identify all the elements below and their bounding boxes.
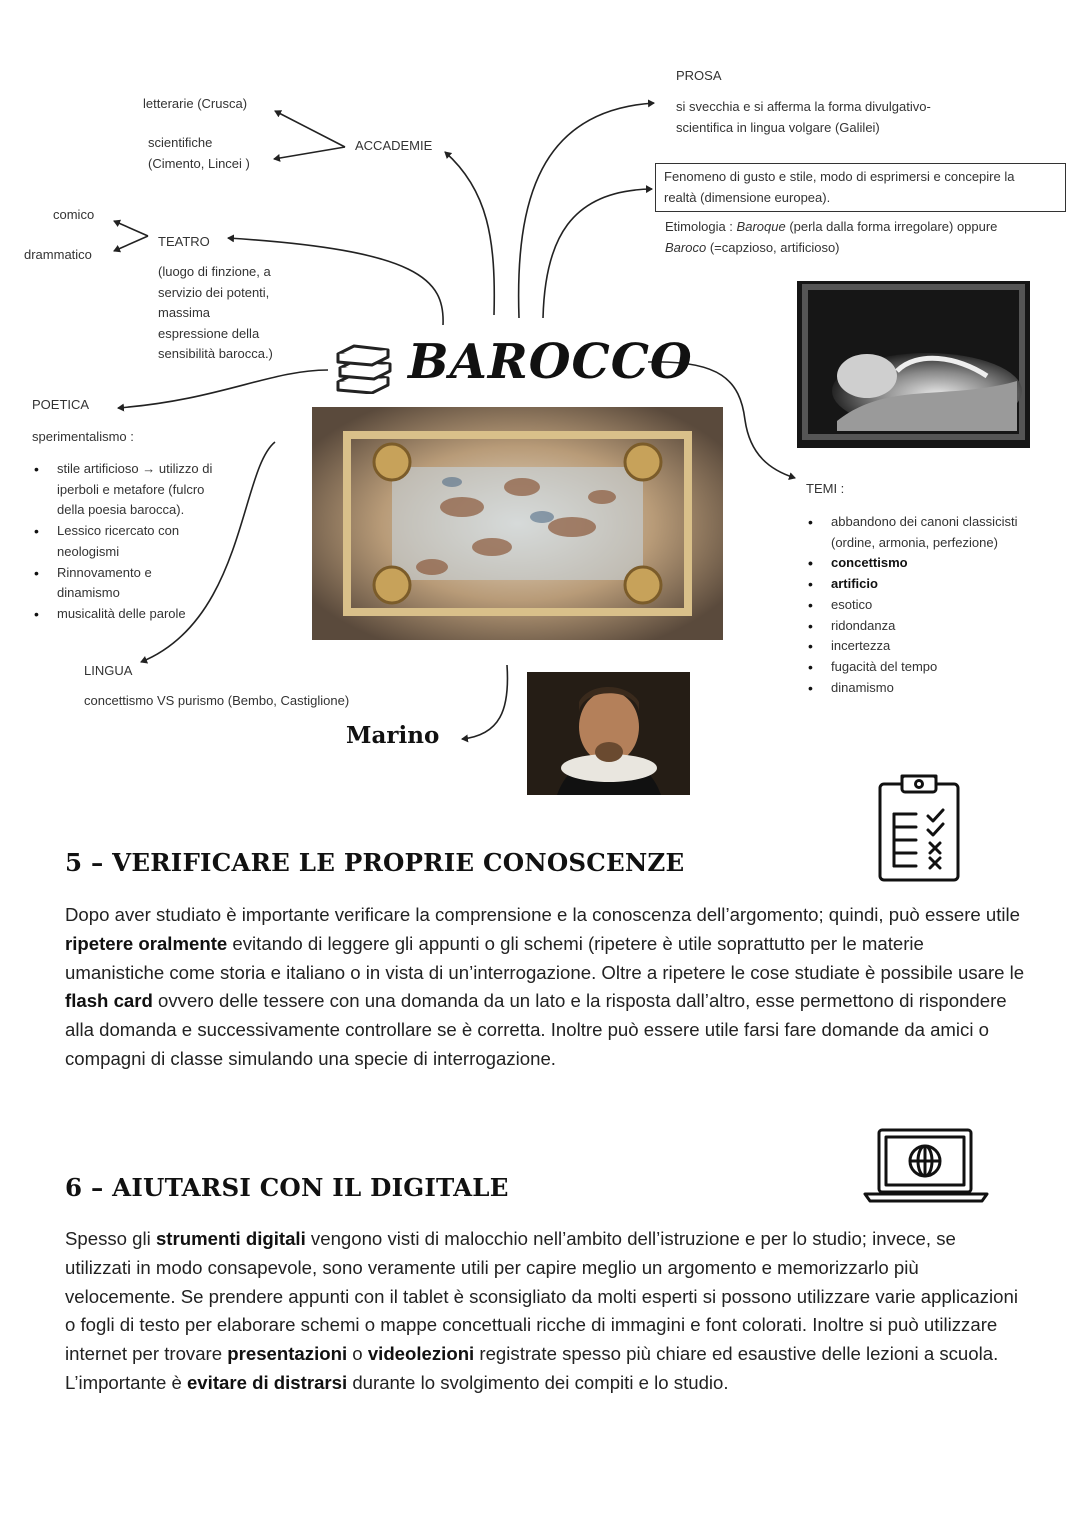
- list-item: • stile artificioso → utilizzo di iperboli e metafore (fulcro della poesia barocca).: [32, 459, 252, 521]
- section5-paragraph: [65, 901, 1025, 1074]
- prosa-label: PROSA: [676, 68, 722, 83]
- lingua-label: LINGUA: [84, 663, 133, 678]
- text-run: vengono visti di malocchio nell’ambito dell’istruzione e per lo studio; invece, se utilizzati in modo consapevole, sono veramente utili per capire meglio un argomento e memorizzarlo più velocemente. Se prendere appunti con il tablet è sconsigliato da molti esperti si possono utilizzare varie applicazioni o fogli di testo per elaborare schemi o mappe concettuali ricche di immagini e font colorati. Inoltre si può utilizzare internet per trovare: [65, 1228, 1018, 1365]
- accademie-label: ACCADEMIE: [355, 138, 433, 153]
- teatro-comico: comico: [53, 207, 95, 222]
- prosa-text: si svecchia e si afferma la forma divulgativo- scientifica in lingua volgare (Galilei): [676, 99, 931, 135]
- bold-phrase: flash card: [65, 990, 153, 1012]
- section6-title: 6 – AIUTARSI CON IL DIGITALE: [65, 1173, 509, 1202]
- center-title: BAROCCO: [408, 334, 693, 390]
- lingua-text: concettismo VS purismo (Bembo, Castiglione): [84, 693, 350, 708]
- bold-phrase: presentazioni: [227, 1343, 348, 1365]
- laptop-globe-icon: [862, 1126, 990, 1206]
- list-item: • abbandono dei canoni classicisti (ordine, armonia, perfezione): [806, 512, 1056, 553]
- bold-phrase: videolezioni: [367, 1343, 475, 1365]
- poetica-label: POETICA: [32, 397, 90, 412]
- accademie-letterarie: letterarie (Crusca): [143, 96, 248, 111]
- text-run: o: [347, 1343, 368, 1365]
- teatro-description: (luogo di finzione, a servizio dei potenti, massima espressione della sensibilità barocca.): [158, 264, 273, 361]
- baroque-ceiling-fresco-image: [312, 407, 723, 640]
- poetica-list: [32, 459, 252, 625]
- list-item: • musicalità delle parole: [32, 604, 252, 625]
- section5-title: 5 – VERIFICARE LE PROPRIE CONOSCENZE: [65, 848, 685, 877]
- clipboard-checklist-icon: [876, 772, 962, 884]
- etimologia: Etimologia : Baroque (perla dalla forma irregolare) oppure Baroco (=capzioso, artificioso): [665, 219, 998, 255]
- accademie-scientifiche: scientifiche: [148, 135, 213, 150]
- temi-label: TEMI :: [806, 481, 845, 496]
- section6-paragraph: [65, 1225, 1025, 1398]
- list-item: • Rinnovamento e dinamismo: [32, 563, 252, 604]
- list-item: • fugacità del tempo: [806, 657, 1056, 678]
- text-run: Spesso gli: [65, 1228, 156, 1249]
- books-icon: [332, 338, 394, 394]
- poetica-subtitle: sperimentalismo :: [32, 429, 134, 444]
- list-item: • Lessico ricercato con neologismi: [32, 521, 252, 562]
- fenomeno-box: Fenomeno di gusto e stile, modo di esprimersi e concepire la realtà (dimensione europea).: [655, 163, 1066, 212]
- text-run: evitando di leggere gli appunti o gli schemi (ripetere è utile soprattutto per le materie umanistiche come storia e italiano o in vista di un’interrogazione. Oltre a ripetere le cose studiate è possibile usare le: [65, 932, 1025, 983]
- text-run: Dopo aver studiato è importante verificare la comprensione e la conoscenza dell’argomento; quindi, può essere utile: [65, 904, 1021, 925]
- list-item: • ridondanza: [806, 616, 1056, 637]
- text-run: durante lo svolgimento dei compiti e lo studio.: [347, 1371, 729, 1393]
- accademie-scientifiche-names: (Cimento, Lincei ): [148, 156, 250, 171]
- marino-label: Marino: [346, 722, 440, 749]
- teatro-label: TEATRO: [158, 234, 210, 249]
- bold-phrase: ripetere oralmente: [65, 932, 228, 954]
- bold-phrase: evitare di distrarsi: [186, 1371, 348, 1393]
- list-item: • esotico: [806, 595, 1056, 616]
- list-item: • dinamismo: [806, 678, 1056, 699]
- marino-portrait-image: [527, 672, 690, 795]
- temi-list: [806, 512, 1056, 698]
- text-run: ovvero delle tessere con una domanda da un lato e la risposta dall’altro, esse permettono di rispondere alla domanda e successivamente controllare se è corretta. Inoltre può essere utile farsi fare domande da amici o compagni di classe simulando una specie di interrogazione.: [65, 990, 1007, 1069]
- text-run: registrate spesso più chiare ed esaustive delle lezioni a scuola. L’importante è: [65, 1343, 999, 1393]
- list-item: • concettismo: [806, 553, 1056, 574]
- list-item: • incertezza: [806, 636, 1056, 657]
- teatro-drammatico: drammatico: [24, 247, 92, 262]
- bold-phrase: strumenti digitali: [155, 1228, 306, 1249]
- baroque-sculpture-image: [797, 281, 1030, 448]
- list-item: • artificio: [806, 574, 1056, 595]
